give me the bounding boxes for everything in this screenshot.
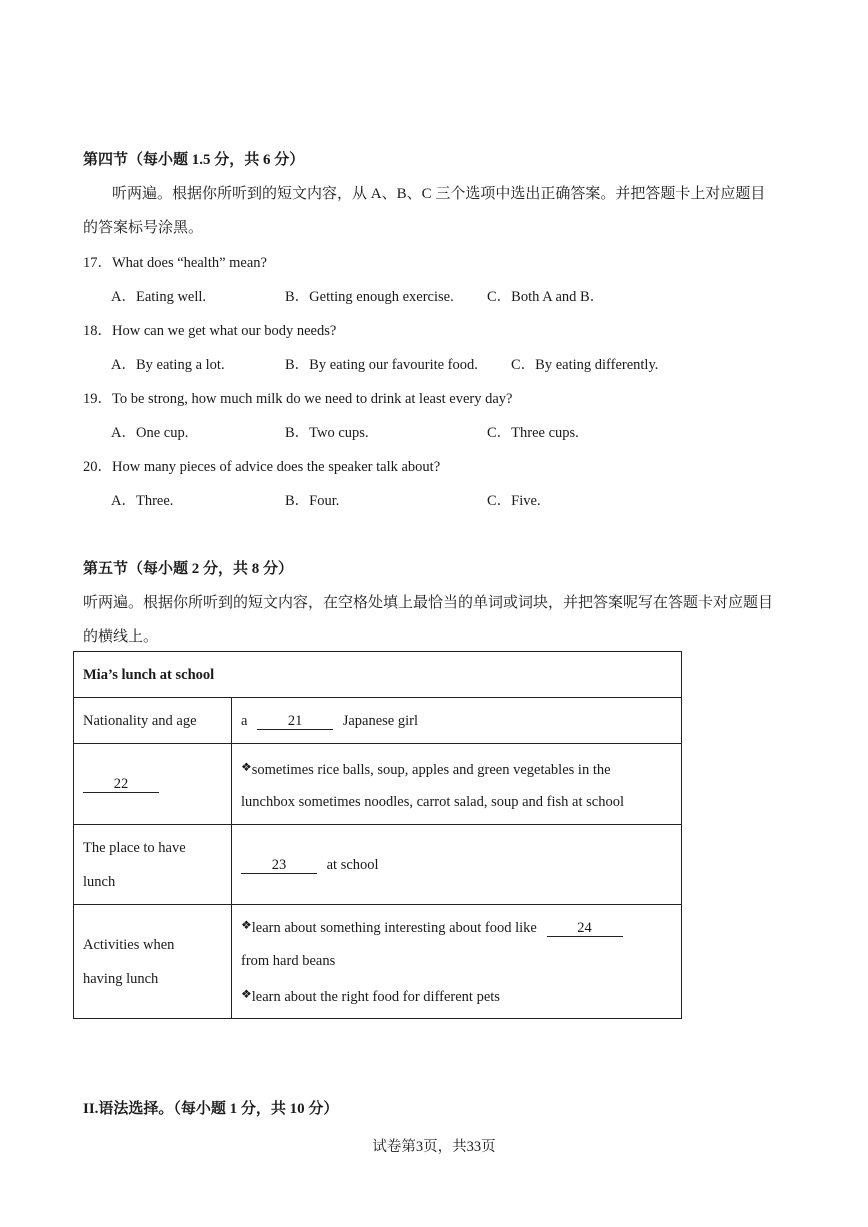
- row-value-nationality: [232, 698, 682, 744]
- lunch-table: [73, 651, 682, 1019]
- row-label-food: [74, 744, 232, 825]
- blank-22: 22: [83, 776, 159, 793]
- section4-heading: 第四节（每小题 1.5 分，共 6 分）: [83, 152, 305, 168]
- row-label-activities: [74, 905, 232, 1019]
- row4-line3: learn about the right food for different pets: [251, 989, 500, 1005]
- row4-line2: from hard beans: [241, 953, 336, 969]
- question-17-option-c: C．Both A and B．: [487, 289, 605, 305]
- question-18-option-c: C．By eating differently.: [511, 357, 659, 373]
- section5-heading: 第五节（每小题 2 分，共 8 分）: [83, 561, 294, 577]
- question-17: 17．What does “health” mean?: [83, 255, 267, 271]
- blank-24: 24: [547, 920, 623, 937]
- row-label-place: [74, 825, 232, 905]
- row2-line1: sometimes rice balls, soup, apples and green vegetables in the: [251, 761, 611, 778]
- blank-23: 23: [241, 857, 317, 874]
- row1-prefix: a: [241, 712, 248, 729]
- row3-label-line2: lunch: [83, 873, 116, 890]
- bullet-icon: ❖: [241, 987, 252, 1001]
- section4-instruction-line2: 的答案标号涂黑。: [83, 220, 204, 236]
- question-17-option-b: B．Getting enough exercise.: [285, 289, 454, 305]
- row2-line2: lunchbox sometimes noodles, carrot salad, soup and fish at school: [241, 793, 624, 810]
- section5-instruction-line1: 听两遍。根据你所听到的短文内容，在空格处填上最恰当的单词或词块，并把答案呢写在答题卡对应题目: [83, 595, 774, 611]
- grammar-section-heading: II.语法选择。（每小题 1 分，共 10 分）: [83, 1101, 339, 1117]
- question-18-option-a: A．By eating a lot.: [111, 357, 225, 373]
- question-19-option-a: A．One cup.: [111, 425, 189, 441]
- row1-suffix: Japanese girl: [342, 712, 418, 729]
- blank-21: 21: [257, 713, 333, 730]
- row-label-nationality: Nationality and age: [74, 698, 232, 744]
- row4-label-line1: Activities when: [83, 936, 175, 953]
- question-20: 20．How many pieces of advice does the speaker talk about?: [83, 459, 441, 475]
- table-title: Mia’s lunch at school: [74, 652, 682, 698]
- question-17-option-a: A．Eating well.: [111, 289, 207, 305]
- row4-label-line2: having lunch: [83, 970, 159, 987]
- row-value-activities: [232, 905, 682, 1019]
- question-19: 19．To be strong, how much milk do we need to drink at least every day?: [83, 391, 513, 407]
- bullet-icon: ❖: [241, 759, 252, 774]
- question-20-option-b: B．Four.: [285, 493, 340, 509]
- page-footer: 试卷第3页，共33页: [372, 1139, 496, 1155]
- row-value-food: [232, 744, 682, 825]
- row3-suffix: at school: [326, 856, 379, 873]
- question-20-option-a: A．Three.: [111, 493, 174, 509]
- row3-label-line1: The place to have: [83, 839, 186, 856]
- question-20-option-c: C．Five.: [487, 493, 541, 509]
- section5-instruction-line2: 的横线上。: [83, 629, 159, 645]
- question-18: 18．How can we get what our body needs?: [83, 323, 337, 339]
- section4-instruction-line1: 听两遍。根据你所听到的短文内容，从 A、B、C 三个选项中选出正确答案。并把答题卡上对应题目: [112, 186, 766, 202]
- question-19-option-b: B．Two cups.: [285, 425, 369, 441]
- row-value-place: [232, 825, 682, 905]
- bullet-icon: ❖: [241, 918, 252, 932]
- row4-line1: learn about something interesting about food like: [251, 920, 537, 936]
- question-19-option-c: C．Three cups.: [487, 425, 579, 441]
- question-18-option-b: B．By eating our favourite food.: [285, 357, 478, 373]
